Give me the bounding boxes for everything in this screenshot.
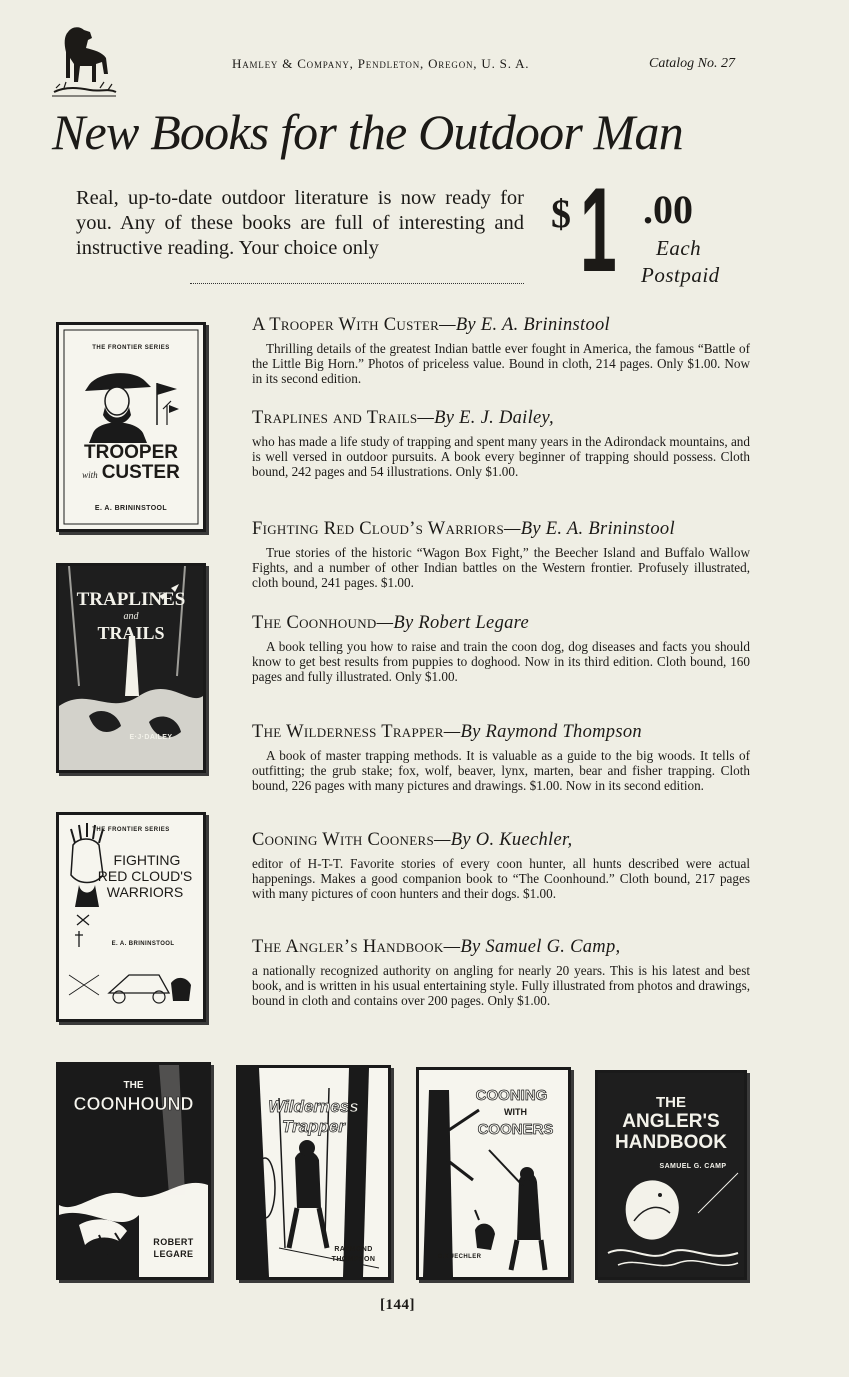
book-title: Traplines and Trails <box>252 408 418 428</box>
book-author: —By E. A. Brininstool <box>439 315 610 335</box>
book-heading <box>252 613 750 634</box>
book-entry <box>252 830 750 901</box>
cover-title-line: TRAPLINES <box>76 589 186 610</box>
horse-logo-icon <box>46 22 118 98</box>
cover-title-line: THE <box>123 1080 144 1091</box>
cover-title-small: with <box>82 470 98 480</box>
cover-author: LEGARE <box>153 1249 194 1259</box>
book-heading <box>252 519 750 540</box>
cover-author: ROBERT <box>153 1237 194 1247</box>
book-author: —By E. J. Dailey, <box>417 408 554 428</box>
cover-author: E. A. BRININSTOOL <box>94 505 168 512</box>
cover-title-word: CUSTER <box>101 462 180 483</box>
book-author: —By Robert Legare <box>376 613 529 633</box>
page-title: New Books for the Outdoor Man <box>52 104 683 160</box>
book-author: —By Raymond Thompson <box>443 722 642 742</box>
dotted-leader <box>190 283 524 284</box>
cover-title-line: ANGLER'S <box>622 1111 720 1132</box>
book-description: Thrilling details of the greatest Indian battle ever fought in America, the famous “Battle of the Little Big Horn.” Photos of priceless value. Bound in cloth, 214 pages. Only $1.00. Now in its second edition. <box>252 341 750 386</box>
book-title: The Wilderness Trapper <box>252 722 444 742</box>
cover-trooper-with-custer <box>56 322 206 532</box>
cover-author: THOMPSON <box>331 1256 376 1263</box>
cover-author: E·J·DAILEY <box>129 734 173 741</box>
catalog-number: Catalog No. 27 <box>649 56 735 71</box>
cover-author: SAMUEL G. CAMP <box>659 1163 727 1170</box>
book-description: A book of master trapping methods. It is valuable as a guide to the big woods. It tells of outfitting; the grub stake; fox, wolf, beaver, lynx, marten, bear and fisher trapping. Cloth bound, 226 pages with many pictures and drawings. $1.00. Now in its second edition. <box>252 748 750 793</box>
book-author: —By E. A. Brininstool <box>504 519 675 539</box>
cover-title-line: Trapper <box>282 1117 345 1136</box>
cover-title-line: Wilderness <box>268 1097 359 1116</box>
book-description: a nationally recognized authority on angling for nearly 20 years. This is his latest and best book, and is written in his usual entertaining style. Fully illustrated from photos and drawings, bound in cloth and contains over 200 pages. Only $1.00. <box>252 963 750 1008</box>
cover-title-line: FIGHTING <box>113 852 181 868</box>
book-entry <box>252 937 750 1008</box>
book-entry <box>252 315 750 386</box>
cover-title-line: COONERS <box>477 1121 554 1138</box>
book-title: Fighting Red Cloud’s Warriors <box>252 519 504 539</box>
book-author: —By Samuel G. Camp, <box>443 937 621 957</box>
book-entry <box>252 519 750 590</box>
book-description: editor of H-T-T. Favorite stories of every coon hunter, all hunts described were actual happenings. Makes a good companion book to “The Coonhound.” Cloth bound, 217 pages with many pictures of coon hunters and their dogs. $1.00. <box>252 856 750 901</box>
cover-title-line: TRAILS <box>97 623 165 643</box>
book-heading <box>252 408 750 429</box>
cover-series: THE FRONTIER SERIES <box>92 345 170 351</box>
book-title: The Angler’s Handbook <box>252 937 444 957</box>
cover-title-line: COONHOUND <box>73 1094 194 1114</box>
book-description: True stories of the historic “Wagon Box Fight,” the Beecher Island and Buffalo Wallow Fights, and a number of other Indian battles on the Western frontier. Profusely illustrated, cloth bound, 241 pages. $1.00. <box>252 545 750 590</box>
cover-title-line: and <box>123 611 139 622</box>
price-postpaid: Postpaid <box>641 263 720 287</box>
intro-paragraph: Real, up-to-date outdoor literature is now ready for you. Any of these books are full of interesting and instructive reading. Your choice only <box>76 187 524 259</box>
cover-author: RAYMOND <box>334 1246 373 1253</box>
cover-title-line: WITH <box>504 1107 527 1117</box>
cover-the-anglers-handbook <box>595 1070 747 1280</box>
cover-title-line: THE <box>656 1094 686 1111</box>
cover-the-wilderness-trapper <box>236 1065 391 1280</box>
book-description: A book telling you how to raise and train the coon dog, dog diseases and facts you should know to get best results from puppies to doghood. Now in its third edition. Cloth bound, 160 pages and fully illustrated. Only $1.00. <box>252 639 750 684</box>
cover-title-line: RED CLOUD'S <box>97 868 193 884</box>
book-heading <box>252 830 750 851</box>
cover-title-line: COONING <box>475 1087 548 1104</box>
book-title: A Trooper With Custer <box>252 315 440 335</box>
cover-title-line: WARRIORS <box>106 884 184 900</box>
book-description: who has made a life study of trapping and spent many years in the Adirondack mountains, and is well versed in outdoor pursuits. A book every beginner of trapping should possess. Cloth bound, 242 pages and 54 illustrations. Only $1.00. <box>252 434 750 479</box>
book-entry <box>252 722 750 793</box>
book-title: Cooning With Cooners <box>252 830 434 850</box>
cover-series: THE FRONTIER SERIES <box>92 827 170 833</box>
price-whole: 1 <box>580 163 617 297</box>
cover-title-line: TROOPER <box>84 442 178 463</box>
company-line: Hamley & Company, Pendleton, Oregon, U. S. A. <box>232 56 530 71</box>
cover-cooning-with-cooners <box>416 1067 571 1280</box>
cover-title-line <box>59 463 203 483</box>
book-title: The Coonhound <box>252 613 377 633</box>
cover-title-line: HANDBOOK <box>615 1132 727 1153</box>
price-cents: .00 <box>643 187 693 232</box>
book-entry <box>252 408 750 479</box>
page-number: [144] <box>380 1297 415 1313</box>
book-heading <box>252 722 750 743</box>
cover-traplines-and-trails <box>56 563 206 773</box>
book-heading <box>252 315 750 336</box>
warrior-wagon-illustration <box>59 815 203 1019</box>
book-author: —By O. Kuechler, <box>434 830 573 850</box>
cover-author: O.KUECHLER <box>437 1254 482 1260</box>
cavalry-officer-illustration <box>59 325 203 529</box>
cover-fighting-red-clouds-warriors <box>56 812 206 1022</box>
cover-author: E. A. BRININSTOOL <box>111 941 175 947</box>
price-dollar-sign: $ <box>551 191 571 236</box>
cover-the-coonhound <box>56 1062 211 1280</box>
price-each: Each <box>656 236 702 260</box>
book-entry <box>252 613 750 684</box>
book-heading <box>252 937 750 958</box>
